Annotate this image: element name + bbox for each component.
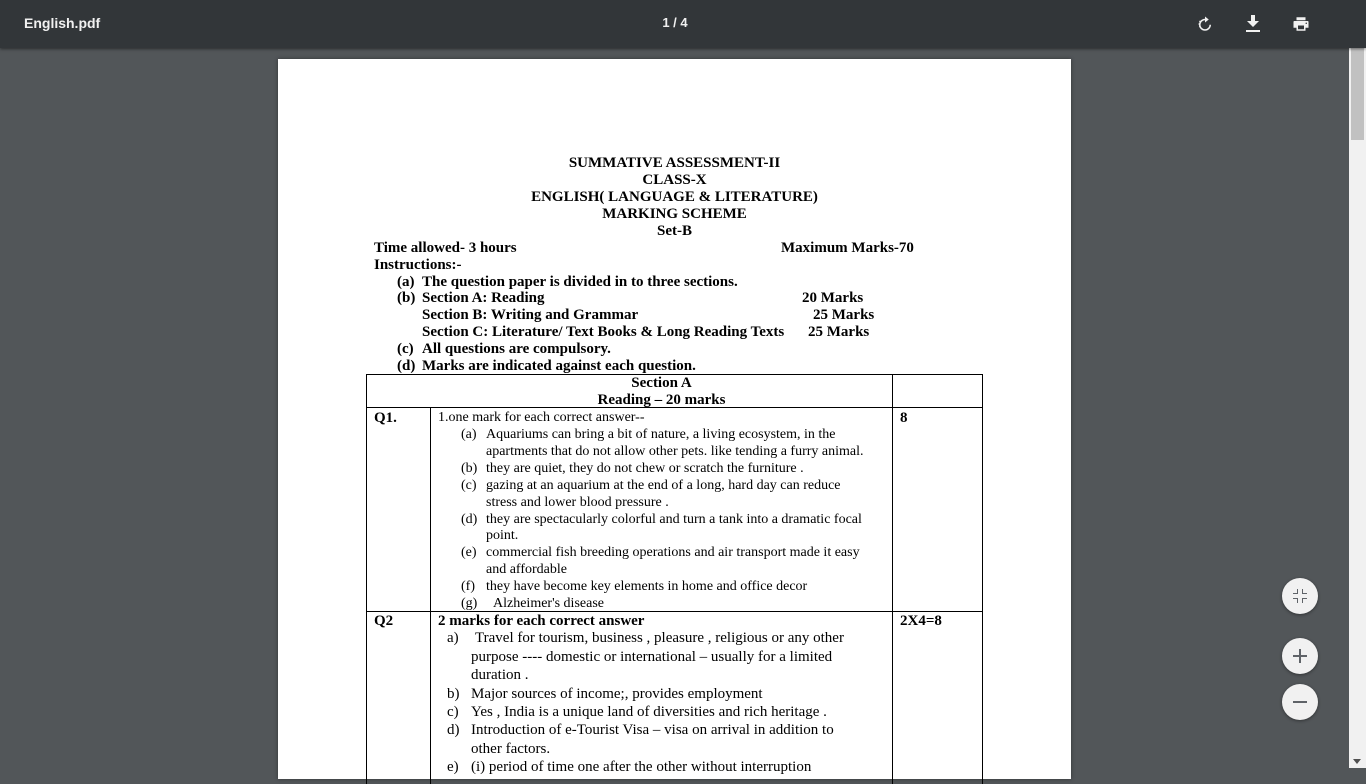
q1-item-marker: (b)	[461, 461, 478, 476]
rotate-icon	[1196, 15, 1214, 33]
q2-item-line: purpose ---- domestic or international – usually for a limited	[471, 649, 833, 665]
print-icon	[1292, 15, 1310, 33]
q1-item-line: they have become key elements in home and office decor	[486, 579, 808, 594]
zoom-in-icon	[1293, 649, 1307, 663]
q2-item-line: Yes , India is a unique land of diversities and rich heritage .	[471, 704, 827, 720]
q2-item-marker: a)	[447, 630, 459, 646]
q2-item-line: Introduction of e-Tourist Visa – visa on arrival in addition to	[471, 722, 834, 738]
instruction-c-marker: (c)	[397, 341, 414, 357]
q2-intro: 2 marks for each correct answer	[438, 613, 645, 629]
rotate-button[interactable]	[1189, 8, 1221, 40]
doc-heading-2: CLASS-X	[642, 172, 707, 188]
q1-item-marker: (g)	[461, 596, 478, 611]
q1-item-line: commercial fish breeding operations and air transport made it easy	[486, 545, 860, 560]
fit-to-page-button[interactable]	[1282, 578, 1318, 614]
q1-item-marker: (c)	[461, 478, 477, 493]
q1-marks: 8	[900, 410, 908, 426]
q2-item-marker: b)	[447, 686, 460, 702]
q1-item-marker: (e)	[461, 545, 477, 560]
print-button[interactable]	[1285, 8, 1317, 40]
q2-item-marker: c)	[447, 704, 459, 720]
instruction-d-marker: (d)	[397, 358, 416, 374]
q2-marks: 2X4=8	[900, 613, 942, 629]
instruction-a: The question paper is divided in to three sections.	[422, 274, 738, 290]
doc-heading-4: MARKING SCHEME	[602, 206, 747, 222]
q2-label: Q2	[374, 613, 394, 629]
max-marks: Maximum Marks-70	[781, 240, 914, 256]
zoom-out-icon	[1293, 695, 1307, 709]
q2-item-line: (i) period of time one after the other without interruption	[471, 759, 812, 775]
q1-label: Q1.	[374, 410, 397, 426]
scrollbar-thumb[interactable]	[1351, 48, 1364, 140]
instruction-b2: Section B: Writing and Grammar	[422, 307, 639, 323]
q1-item-line: Aquariums can bring a bit of nature, a living ecosystem, in the	[486, 427, 836, 442]
table-divider-q2	[366, 611, 983, 612]
q2-item-line: Major sources of income;, provides employment	[471, 686, 763, 702]
q1-item-line: point.	[486, 528, 519, 543]
instructions-label: Instructions:-	[374, 257, 462, 273]
pdf-page	[278, 59, 1071, 779]
section-subtitle: Reading – 20 marks	[597, 392, 726, 408]
download-icon	[1245, 15, 1261, 33]
q1-item-line: and affordable	[486, 562, 567, 577]
instruction-b3-marks: 25 Marks	[808, 324, 870, 340]
q1-item-line: they are spectacularly colorful and turn a tank into a dramatic focal	[486, 512, 862, 527]
instruction-d: Marks are indicated against each question.	[422, 358, 696, 374]
fit-to-page-icon	[1293, 589, 1307, 603]
table-border-right	[982, 374, 983, 784]
instruction-b2-marks: 25 Marks	[813, 307, 875, 323]
q1-item-line: they are quiet, they do not chew or scratch the furniture .	[486, 461, 804, 476]
scroll-down-arrow-icon[interactable]	[1353, 759, 1361, 764]
q1-item-line: apartments that do not allow other pets. like tending a furry animal.	[486, 444, 864, 459]
doc-heading-5: Set-B	[657, 223, 692, 239]
q2-item-line: other factors.	[471, 741, 551, 757]
instruction-c: All questions are compulsory.	[422, 341, 611, 357]
vertical-scrollbar[interactable]	[1349, 48, 1366, 768]
q2-item-marker: e)	[447, 759, 459, 775]
table-col-divider-1	[430, 407, 431, 784]
section-title: Section A	[631, 375, 692, 391]
zoom-in-button[interactable]	[1282, 638, 1318, 674]
q1-item-marker: (f)	[461, 579, 475, 594]
instruction-b: Section A: Reading	[422, 290, 545, 306]
q1-intro: 1.one mark for each correct answer--	[438, 410, 645, 425]
q1-item-line: stress and lower blood pressure .	[486, 495, 669, 510]
table-col-divider-2	[892, 374, 893, 784]
pdf-toolbar	[0, 0, 1366, 48]
instruction-b3: Section C: Literature/ Text Books & Long Reading Texts	[422, 324, 785, 340]
q2-item-line: duration .	[471, 667, 529, 683]
doc-heading-1: SUMMATIVE ASSESSMENT-II	[568, 155, 781, 171]
q1-item-line: gazing at an aquarium at the end of a long, hard day can reduce	[486, 478, 841, 493]
q2-item-marker: d)	[447, 722, 460, 738]
time-allowed: Time allowed- 3 hours	[374, 240, 517, 256]
instruction-b-marks: 20 Marks	[802, 290, 864, 306]
file-name: English.pdf	[24, 15, 101, 31]
q2-item-line: Travel for tourism, business , pleasure , religious or any other	[475, 630, 844, 646]
doc-heading-3: ENGLISH( LANGUAGE & LITERATURE)	[531, 189, 818, 205]
instruction-a-marker: (a)	[397, 274, 415, 290]
download-button[interactable]	[1237, 8, 1269, 40]
page-indicator: 1 / 4	[662, 15, 688, 30]
q1-item-marker: (a)	[461, 427, 477, 442]
table-border-left	[366, 374, 367, 784]
zoom-out-button[interactable]	[1282, 684, 1318, 720]
q1-item-marker: (d)	[461, 512, 478, 527]
instruction-b-marker: (b)	[397, 290, 416, 306]
q1-item-line: Alzheimer's disease	[493, 596, 604, 611]
